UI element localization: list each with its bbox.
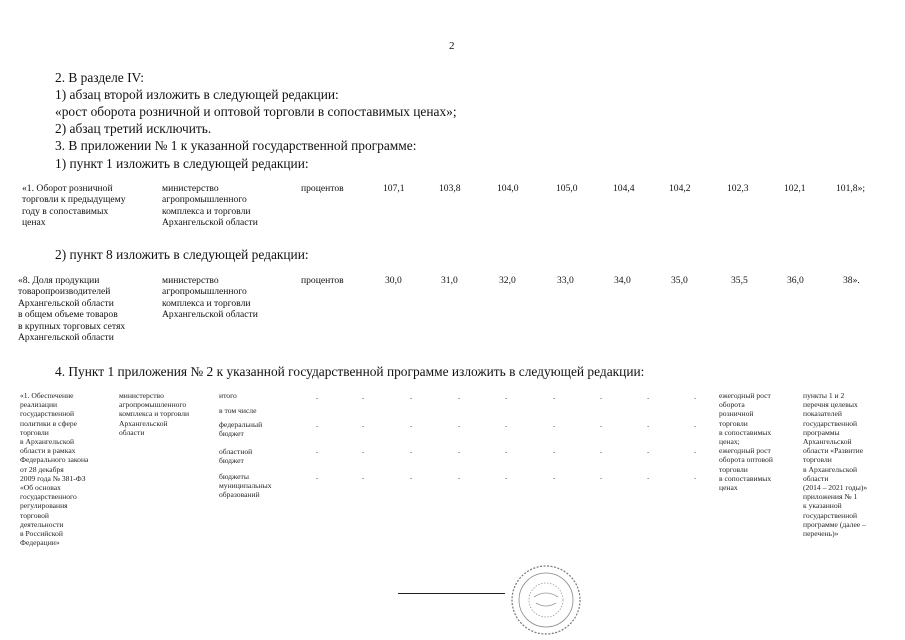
unit-cell: процентов bbox=[301, 275, 344, 286]
value-cell: 104,4 bbox=[613, 183, 635, 194]
dash-cell: - bbox=[410, 474, 413, 482]
source-municipal: бюджеты муниципальных образований bbox=[219, 472, 272, 500]
paragraph-quote: «рост оборота розничной и оптовой торговли в сопоставимых ценах»; bbox=[55, 104, 457, 119]
dash-cell: - bbox=[600, 474, 603, 482]
dash-cell: - bbox=[458, 474, 461, 482]
seal-stamp-icon bbox=[508, 563, 584, 637]
dash-cell: - bbox=[647, 394, 650, 402]
dash-cell: - bbox=[505, 474, 508, 482]
dash-cell: - bbox=[553, 448, 556, 456]
value-cell: 35,0 bbox=[671, 275, 688, 286]
value-cell: 101,8»; bbox=[836, 183, 866, 194]
dash-cell: - bbox=[362, 422, 365, 430]
value-cell: 32,0 bbox=[499, 275, 516, 286]
paragraph-second-abzac: 1) абзац второй изложить в следующей редакции: bbox=[55, 87, 339, 102]
dash-cell: - bbox=[600, 394, 603, 402]
dash-cell: - bbox=[458, 422, 461, 430]
dash-cell: - bbox=[410, 448, 413, 456]
indicator-cell: «8. Доля продукции товаропроизводителей Архангельской области в общем объеме товаров в крупных торговых сетях Архангельской области bbox=[18, 275, 126, 344]
value-cell: 34,0 bbox=[614, 275, 631, 286]
value-cell: 104,2 bbox=[669, 183, 691, 194]
value-cell: 104,0 bbox=[497, 183, 519, 194]
dash-cell: - bbox=[316, 422, 319, 430]
value-cell: 107,1 bbox=[383, 183, 405, 194]
dash-cell: - bbox=[600, 422, 603, 430]
source-total: итого bbox=[219, 391, 237, 400]
dash-cell: - bbox=[458, 448, 461, 456]
paragraph-third-abzac: 2) абзац третий исключить. bbox=[55, 121, 212, 136]
dash-cell: - bbox=[362, 448, 365, 456]
unit-cell: процентов bbox=[301, 183, 344, 194]
dash-cell: - bbox=[694, 422, 697, 430]
dash-cell: - bbox=[600, 448, 603, 456]
dash-cell: - bbox=[362, 474, 365, 482]
dash-cell: - bbox=[694, 394, 697, 402]
dash-cell: - bbox=[505, 422, 508, 430]
dash-cell: - bbox=[316, 474, 319, 482]
dash-cell: - bbox=[458, 394, 461, 402]
paragraph-annex1: 3. В приложении № 1 к указанной государственной программе: bbox=[55, 138, 417, 153]
responsible-cell: министерство агропромышленного комплекса и торговли Архангельской области bbox=[162, 183, 258, 229]
dash-cell: - bbox=[647, 474, 650, 482]
dash-cell: - bbox=[553, 394, 556, 402]
value-cell: 36,0 bbox=[787, 275, 804, 286]
paragraph-point1: 1) пункт 1 изложить в следующей редакции: bbox=[55, 156, 309, 171]
value-cell: 102,3 bbox=[727, 183, 749, 194]
dash-cell: - bbox=[553, 474, 556, 482]
value-cell: 31,0 bbox=[441, 275, 458, 286]
indicator-cell: «1. Оборот розничной торговли к предыдущему году в сопоставимых ценах bbox=[22, 183, 126, 229]
dash-cell: - bbox=[316, 394, 319, 402]
dash-cell: - bbox=[316, 448, 319, 456]
value-cell: 103,8 bbox=[439, 183, 461, 194]
result-cell: ежегодный рост оборота розничной торговли в сопоставимых ценах; ежегодный рост оборота оптовой торговли в сопоставимых ценах bbox=[719, 391, 773, 493]
dash-cell: - bbox=[505, 394, 508, 402]
source-federal: федеральный бюджет bbox=[219, 420, 263, 439]
value-cell: 105,0 bbox=[556, 183, 578, 194]
source-including: в том числе bbox=[219, 406, 257, 415]
signature-line bbox=[398, 593, 505, 594]
executor-cell: министерство агропромышленного комплекса и торговли Архангельской области bbox=[119, 391, 190, 437]
dash-cell: - bbox=[505, 448, 508, 456]
paragraph-section-iv: 2. В разделе IV: bbox=[55, 70, 144, 85]
responsible-cell: министерство агропромышленного комплекса и торговли Архангельской области bbox=[162, 275, 258, 321]
dash-cell: - bbox=[362, 394, 365, 402]
dash-cell: - bbox=[410, 394, 413, 402]
value-cell: 38». bbox=[843, 275, 860, 286]
paragraph-annex2: 4. Пункт 1 приложения № 2 к указанной государственной программе изложить в следующей редакции: bbox=[55, 364, 645, 379]
measure-cell: «1. Обеспечение реализации государственной политики в сфере торговли в Архангельской области в рамках Федерального закона от 28 декабря 2009 года № 381-ФЗ «Об основах государственного регулирования торговой деятельности в Российской Федерации» bbox=[20, 391, 89, 548]
dash-cell: - bbox=[647, 448, 650, 456]
value-cell: 30,0 bbox=[385, 275, 402, 286]
value-cell: 33,0 bbox=[557, 275, 574, 286]
dash-cell: - bbox=[694, 474, 697, 482]
source-regional: областной бюджет bbox=[219, 447, 253, 466]
link-cell: пункты 1 и 2 перечня целевых показателей государственной программы Архангельской области «Развитие торговли в Архангельской области (2014 – 2021 годы)» приложения № 1 к указанной государственной программе (далее – перечень)» bbox=[803, 391, 868, 539]
dash-cell: - bbox=[410, 422, 413, 430]
value-cell: 35,5 bbox=[731, 275, 748, 286]
dash-cell: - bbox=[553, 422, 556, 430]
paragraph-point8: 2) пункт 8 изложить в следующей редакции: bbox=[55, 247, 309, 262]
dash-cell: - bbox=[694, 448, 697, 456]
dash-cell: - bbox=[647, 422, 650, 430]
value-cell: 102,1 bbox=[784, 183, 806, 194]
page-number: 2 bbox=[449, 40, 455, 52]
